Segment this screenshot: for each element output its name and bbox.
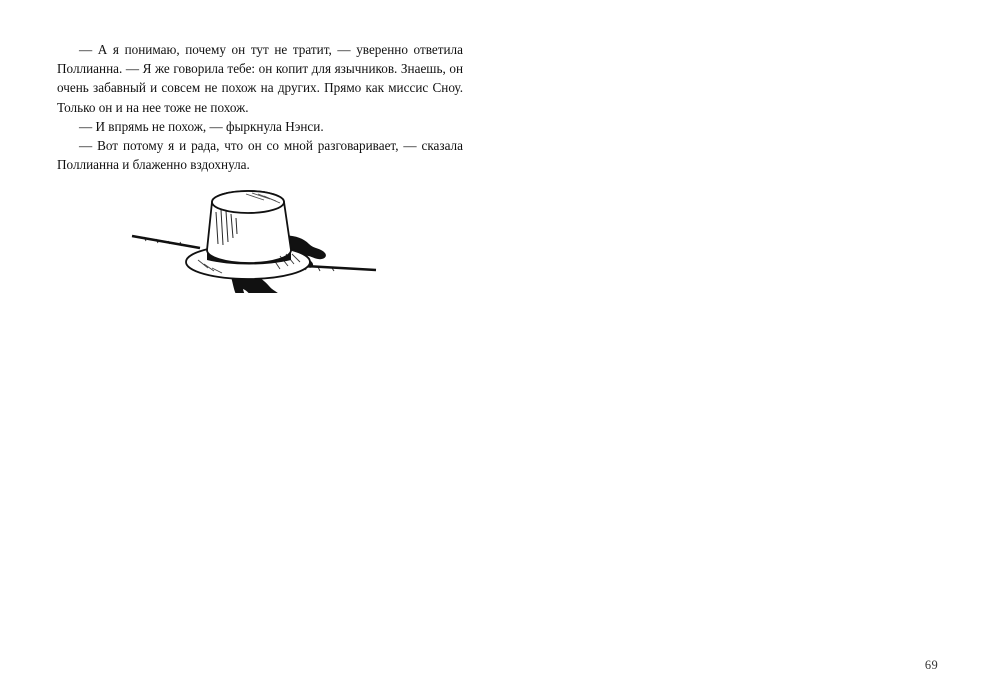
paragraph: — Вот потому я и рада, что он со мной разговаривает, — сказала Поллианна и блаженно вздохнула.	[57, 138, 463, 173]
paragraph: — А я понимаю, почему он тут не тратит, — уверенно ответила Поллианна. — Я же говорила тебе: он копит для язычников. Знаешь, он очень забавный и совсем не похож на других. Прямо как миссис Сноу. Только он и на нее тоже не похож.	[57, 42, 463, 115]
top-hat-illustration	[130, 178, 380, 293]
paragraph: — И впрямь не похож, — фыркнула Нэнси.	[79, 118, 324, 134]
page-number: 69	[924, 658, 938, 672]
right-page	[495, 0, 990, 700]
left-page-text-block	[57, 40, 463, 174]
